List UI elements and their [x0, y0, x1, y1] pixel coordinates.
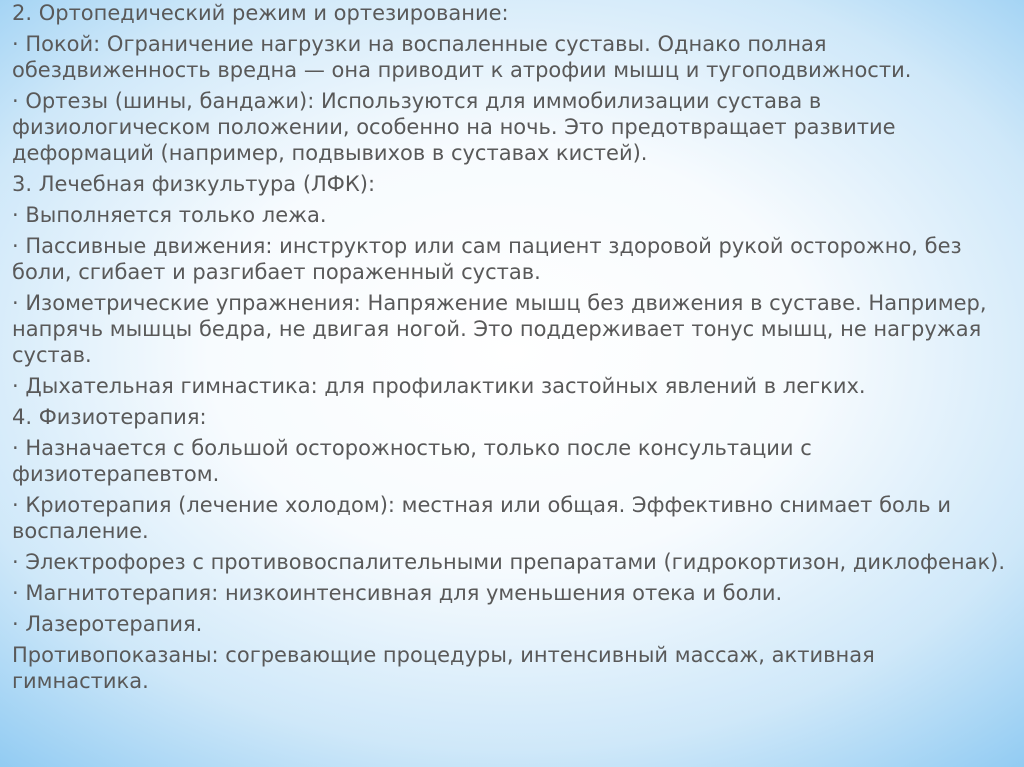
bullet-magnetotherapy: · Магнитотерапия: низкоинтенсивная для уменьшения отека и боли.	[12, 581, 783, 605]
bullet-passive-movements: · Пассивные движения: инструктор или сам пациент здоровой рукой осторожно, без боли, сгибает и разгибает пораженный сустав.	[12, 234, 962, 284]
bullet-breathing-exercises: · Дыхательная гимнастика: для профилактики застойных явлений в легких.	[12, 374, 866, 398]
bullet-isometric-exercises: · Изометрические упражнения: Напряжение мышц без движения в суставе. Например, напрячь мышцы бедра, не двигая ногой. Это поддерживает тонус мышц, не нагружая сустав.	[12, 291, 987, 367]
bullet-lying-only: · Выполняется только лежа.	[12, 203, 327, 227]
bullet-cryotherapy: · Криотерапия (лечение холодом): местная или общая. Эффективно снимает боль и воспаление.	[12, 493, 952, 543]
bullet-orthoses: · Ортезы (шины, бандажи): Используются для иммобилизации сустава в физиологическом положении, особенно на ночь. Это предотвращает развитие деформаций (например, подвывихов в суставах кистей).	[12, 89, 896, 165]
section-heading-exercise-therapy: 3. Лечебная физкультура (ЛФК):	[12, 172, 376, 196]
bullet-rest: · Покой: Ограничение нагрузки на воспаленные суставы. Однако полная обездвиженность вредна — она приводит к атрофии мышц и тугоподвижности.	[12, 32, 912, 82]
section-heading-physiotherapy: 4. Физиотерапия:	[12, 405, 207, 429]
section-heading-orthopedic: 2. Ортопедический режим и ортезирование:	[12, 1, 509, 25]
slide-text-body	[12, 0, 1012, 699]
contraindications: Противопоказаны: согревающие процедуры, интенсивный массаж, активная гимнастика.	[12, 643, 875, 693]
bullet-caution: · Назначается с большой осторожностью, только после консультации с физиотерапевтом.	[12, 436, 812, 486]
bullet-electrophoresis: · Электрофорез с противовоспалительными препаратами (гидрокортизон, диклофенак).	[12, 550, 1006, 574]
bullet-laser-therapy: · Лазеротерапия.	[12, 612, 203, 636]
